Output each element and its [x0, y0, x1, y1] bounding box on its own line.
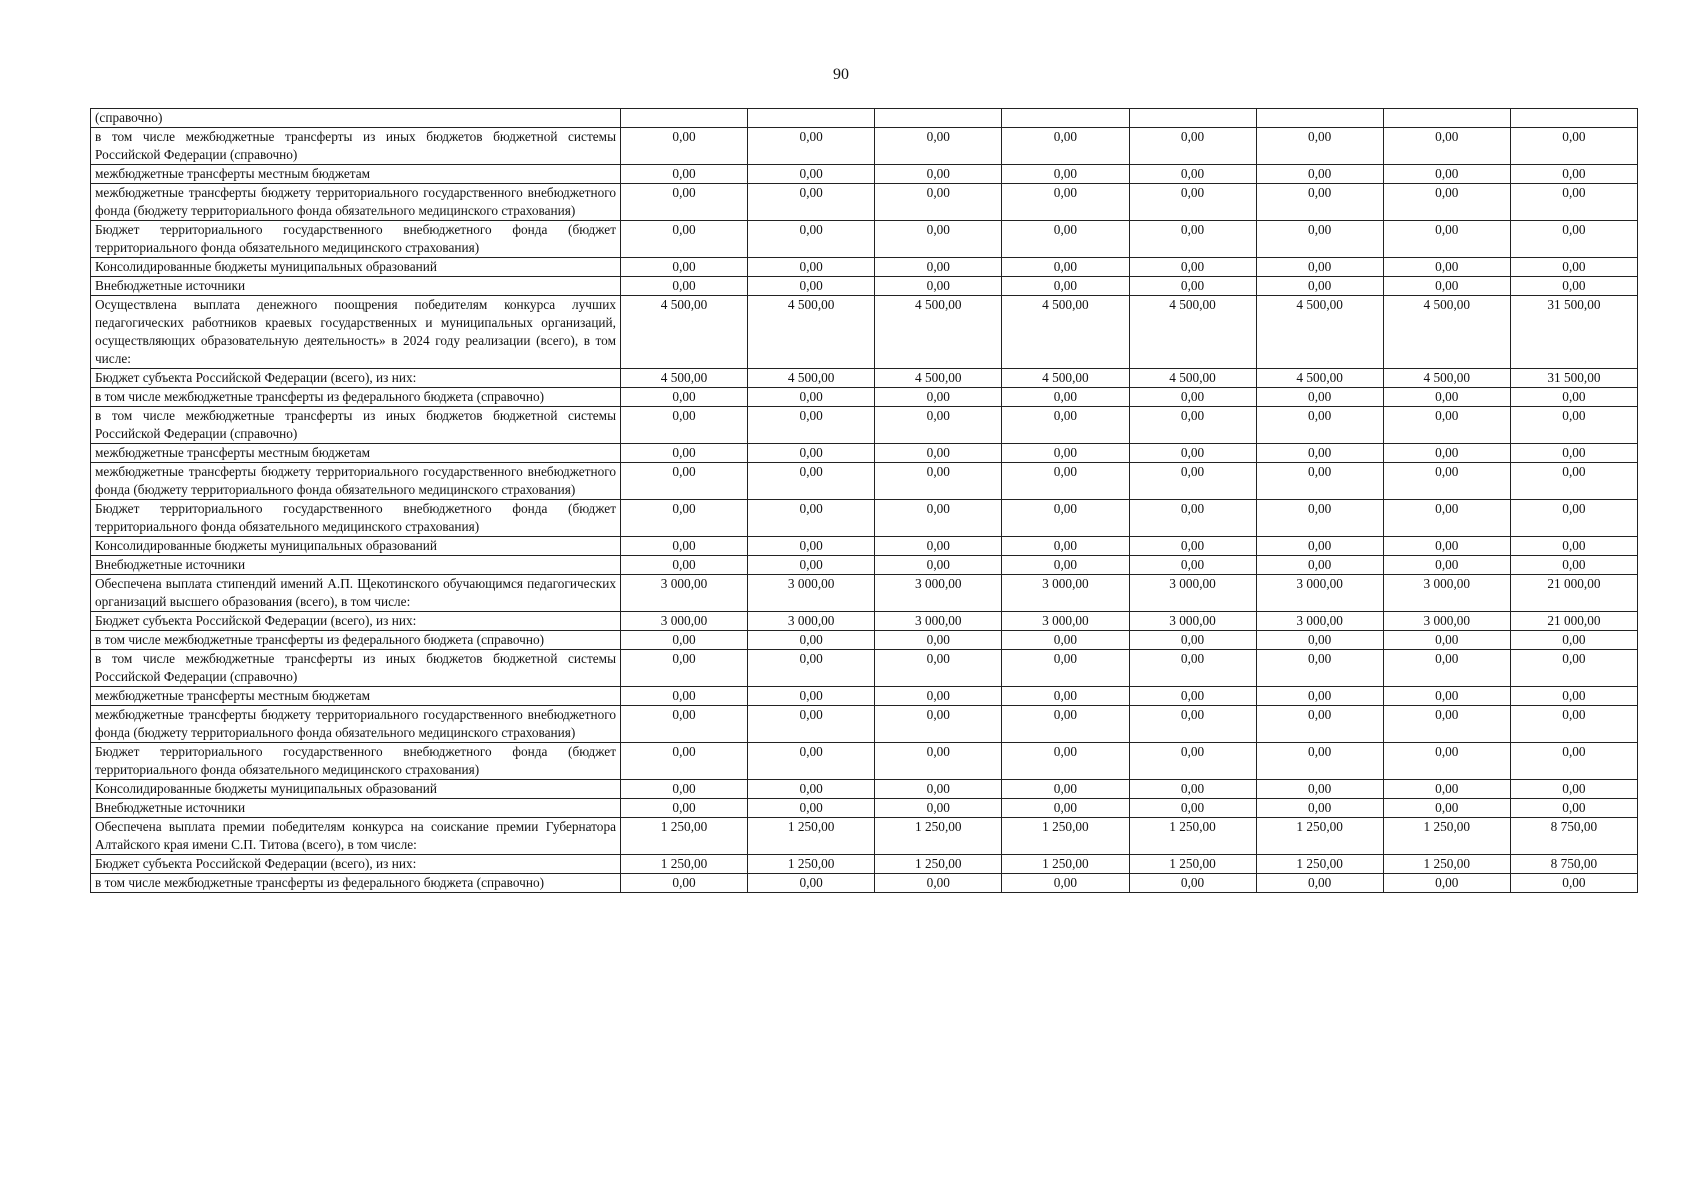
value-cell: 0,00: [875, 631, 1002, 650]
value-cell: 0,00: [748, 258, 875, 277]
value-cell: 3 000,00: [1256, 575, 1383, 612]
value-cell: 0,00: [1383, 780, 1510, 799]
value-cell: 4 500,00: [1383, 369, 1510, 388]
value-cell: 21 000,00: [1510, 612, 1637, 631]
row-label-cell: Консолидированные бюджеты муниципальных образований: [91, 537, 621, 556]
value-cell: 0,00: [1002, 128, 1129, 165]
value-cell: 0,00: [1256, 650, 1383, 687]
value-cell: 0,00: [1129, 128, 1256, 165]
row-label-cell: Внебюджетные источники: [91, 556, 621, 575]
value-cell: 3 000,00: [621, 575, 748, 612]
value-cell: 0,00: [1256, 500, 1383, 537]
table-row: [91, 855, 1638, 874]
row-label-cell: в том числе межбюджетные трансферты из иных бюджетов бюджетной системы Российской Федерации (справочно): [91, 128, 621, 165]
row-label-cell: Бюджет территориального государственного внебюджетного фонда (бюджет территориального фонда обязательного медицинского страхования): [91, 500, 621, 537]
table-row: [91, 128, 1638, 165]
value-cell: 0,00: [748, 277, 875, 296]
value-cell: 0,00: [1383, 221, 1510, 258]
value-cell: 0,00: [1510, 631, 1637, 650]
value-cell: 0,00: [875, 500, 1002, 537]
row-label-cell: межбюджетные трансферты местным бюджетам: [91, 165, 621, 184]
value-cell: 0,00: [1383, 743, 1510, 780]
value-cell: 0,00: [875, 799, 1002, 818]
value-cell: 0,00: [748, 743, 875, 780]
value-cell: 0,00: [1383, 444, 1510, 463]
value-cell: 0,00: [875, 743, 1002, 780]
row-label-cell: в том числе межбюджетные трансферты из федерального бюджета (справочно): [91, 631, 621, 650]
value-cell: 0,00: [1383, 706, 1510, 743]
value-cell: 0,00: [1256, 258, 1383, 277]
row-label-cell: Внебюджетные источники: [91, 277, 621, 296]
value-cell: 0,00: [1383, 463, 1510, 500]
value-cell: 0,00: [1002, 258, 1129, 277]
value-cell: 0,00: [1129, 874, 1256, 893]
value-cell: 0,00: [1510, 407, 1637, 444]
table-row: [91, 799, 1638, 818]
value-cell: 1 250,00: [1383, 818, 1510, 855]
row-label-cell: межбюджетные трансферты бюджету территориального государственного внебюджетного фонда (бюджету территориального фонда обязательного медицинского страхования): [91, 706, 621, 743]
value-cell: 0,00: [621, 463, 748, 500]
value-cell: 0,00: [1002, 780, 1129, 799]
value-cell: 0,00: [1510, 556, 1637, 575]
value-cell: 0,00: [1002, 221, 1129, 258]
value-cell: 0,00: [1129, 444, 1256, 463]
table-row: [91, 537, 1638, 556]
value-cell: 0,00: [1510, 537, 1637, 556]
value-cell: 0,00: [1002, 500, 1129, 537]
value-cell: [1383, 109, 1510, 128]
value-cell: 3 000,00: [875, 575, 1002, 612]
value-cell: 0,00: [1129, 184, 1256, 221]
value-cell: 0,00: [1256, 706, 1383, 743]
value-cell: 0,00: [621, 556, 748, 575]
value-cell: 0,00: [1510, 128, 1637, 165]
value-cell: 1 250,00: [875, 855, 1002, 874]
value-cell: 0,00: [1129, 277, 1256, 296]
value-cell: 0,00: [621, 221, 748, 258]
value-cell: 0,00: [1256, 184, 1383, 221]
table-row: [91, 444, 1638, 463]
value-cell: 0,00: [748, 556, 875, 575]
value-cell: 0,00: [748, 444, 875, 463]
value-cell: 0,00: [875, 780, 1002, 799]
value-cell: [875, 109, 1002, 128]
value-cell: 0,00: [621, 500, 748, 537]
value-cell: 4 500,00: [748, 369, 875, 388]
value-cell: 0,00: [1383, 258, 1510, 277]
row-label-cell: Осуществлена выплата денежного поощрения победителям конкурса лучших педагогических работников краевых государственных и муниципальных организаций, осуществляющих образовательную деятельность» в 2024 году реализации (всего), в том числе:: [91, 296, 621, 369]
value-cell: 0,00: [1002, 537, 1129, 556]
value-cell: 0,00: [621, 165, 748, 184]
value-cell: 0,00: [1256, 780, 1383, 799]
value-cell: 0,00: [1510, 258, 1637, 277]
row-label-cell: Обеспечена выплата премии победителям конкурса на соискание премии Губернатора Алтайского края имени С.П. Титова (всего), в том числе:: [91, 818, 621, 855]
value-cell: 3 000,00: [1383, 575, 1510, 612]
value-cell: 3 000,00: [875, 612, 1002, 631]
value-cell: 0,00: [1129, 463, 1256, 500]
value-cell: 0,00: [1002, 407, 1129, 444]
value-cell: 0,00: [1510, 165, 1637, 184]
value-cell: 0,00: [1256, 277, 1383, 296]
value-cell: 0,00: [748, 184, 875, 221]
row-label-cell: в том числе межбюджетные трансферты из федерального бюджета (справочно): [91, 388, 621, 407]
table-body: [91, 109, 1638, 893]
value-cell: 0,00: [621, 444, 748, 463]
value-cell: 0,00: [621, 258, 748, 277]
value-cell: 0,00: [1383, 407, 1510, 444]
value-cell: 4 500,00: [1256, 369, 1383, 388]
value-cell: 4 500,00: [1256, 296, 1383, 369]
value-cell: 0,00: [1129, 537, 1256, 556]
value-cell: 3 000,00: [1383, 612, 1510, 631]
value-cell: 21 000,00: [1510, 575, 1637, 612]
value-cell: 0,00: [621, 650, 748, 687]
value-cell: 0,00: [1002, 463, 1129, 500]
value-cell: 1 250,00: [621, 855, 748, 874]
table-row: [91, 369, 1638, 388]
value-cell: 0,00: [1129, 258, 1256, 277]
value-cell: 0,00: [748, 500, 875, 537]
value-cell: 4 500,00: [621, 369, 748, 388]
value-cell: 0,00: [1510, 650, 1637, 687]
value-cell: 0,00: [1383, 128, 1510, 165]
value-cell: 0,00: [748, 631, 875, 650]
value-cell: [748, 109, 875, 128]
value-cell: 8 750,00: [1510, 818, 1637, 855]
value-cell: 0,00: [875, 556, 1002, 575]
value-cell: 0,00: [1256, 799, 1383, 818]
value-cell: 0,00: [1256, 463, 1383, 500]
value-cell: 0,00: [621, 277, 748, 296]
value-cell: 3 000,00: [1002, 612, 1129, 631]
value-cell: 0,00: [1002, 556, 1129, 575]
value-cell: 0,00: [875, 537, 1002, 556]
value-cell: 0,00: [621, 743, 748, 780]
value-cell: 4 500,00: [621, 296, 748, 369]
table-row: [91, 650, 1638, 687]
value-cell: 0,00: [875, 128, 1002, 165]
value-cell: 1 250,00: [1129, 818, 1256, 855]
row-label-cell: в том числе межбюджетные трансферты из иных бюджетов бюджетной системы Российской Федерации (справочно): [91, 407, 621, 444]
value-cell: 0,00: [621, 706, 748, 743]
table-row: [91, 743, 1638, 780]
value-cell: 0,00: [1256, 556, 1383, 575]
value-cell: 0,00: [621, 388, 748, 407]
value-cell: 0,00: [1383, 874, 1510, 893]
row-label-cell: Бюджет субъекта Российской Федерации (всего), из них:: [91, 369, 621, 388]
value-cell: 0,00: [1256, 444, 1383, 463]
value-cell: 0,00: [875, 388, 1002, 407]
value-cell: 0,00: [1510, 780, 1637, 799]
value-cell: 0,00: [621, 799, 748, 818]
value-cell: 0,00: [1510, 743, 1637, 780]
value-cell: 0,00: [748, 407, 875, 444]
table-row: [91, 687, 1638, 706]
value-cell: 1 250,00: [621, 818, 748, 855]
value-cell: 0,00: [1002, 631, 1129, 650]
value-cell: 0,00: [875, 463, 1002, 500]
row-label-cell: Бюджет территориального государственного внебюджетного фонда (бюджет территориального фонда обязательного медицинского страхования): [91, 221, 621, 258]
value-cell: 0,00: [875, 165, 1002, 184]
value-cell: 0,00: [1383, 556, 1510, 575]
value-cell: 0,00: [1002, 687, 1129, 706]
value-cell: 4 500,00: [1002, 369, 1129, 388]
value-cell: 0,00: [748, 799, 875, 818]
value-cell: 0,00: [1129, 631, 1256, 650]
value-cell: 4 500,00: [1129, 369, 1256, 388]
value-cell: 0,00: [621, 687, 748, 706]
value-cell: 0,00: [748, 537, 875, 556]
value-cell: 0,00: [748, 165, 875, 184]
value-cell: 31 500,00: [1510, 369, 1637, 388]
value-cell: [621, 109, 748, 128]
value-cell: 0,00: [748, 706, 875, 743]
table-row: [91, 612, 1638, 631]
value-cell: 1 250,00: [1002, 818, 1129, 855]
row-label-cell: Бюджет субъекта Российской Федерации (всего), из них:: [91, 855, 621, 874]
value-cell: 0,00: [1383, 500, 1510, 537]
value-cell: 0,00: [1510, 463, 1637, 500]
value-cell: 1 250,00: [1256, 818, 1383, 855]
value-cell: 0,00: [1510, 388, 1637, 407]
value-cell: 0,00: [748, 687, 875, 706]
value-cell: 0,00: [875, 650, 1002, 687]
value-cell: 0,00: [1002, 184, 1129, 221]
budget-table: [90, 108, 1638, 893]
table-row: [91, 818, 1638, 855]
value-cell: 0,00: [875, 874, 1002, 893]
value-cell: 4 500,00: [1002, 296, 1129, 369]
value-cell: 0,00: [1256, 221, 1383, 258]
value-cell: 0,00: [1256, 165, 1383, 184]
value-cell: 3 000,00: [621, 612, 748, 631]
table-row: [91, 556, 1638, 575]
value-cell: 31 500,00: [1510, 296, 1637, 369]
value-cell: 0,00: [1129, 388, 1256, 407]
value-cell: 0,00: [1002, 444, 1129, 463]
value-cell: 4 500,00: [875, 296, 1002, 369]
value-cell: 3 000,00: [1129, 612, 1256, 631]
value-cell: 0,00: [621, 184, 748, 221]
value-cell: 0,00: [621, 407, 748, 444]
table-row: [91, 388, 1638, 407]
value-cell: 3 000,00: [1129, 575, 1256, 612]
value-cell: 0,00: [875, 407, 1002, 444]
value-cell: 0,00: [748, 463, 875, 500]
value-cell: 0,00: [1129, 743, 1256, 780]
row-label-cell: межбюджетные трансферты местным бюджетам: [91, 687, 621, 706]
row-label-cell: Консолидированные бюджеты муниципальных образований: [91, 258, 621, 277]
value-cell: 0,00: [875, 184, 1002, 221]
value-cell: 1 250,00: [1383, 855, 1510, 874]
table-row: [91, 463, 1638, 500]
value-cell: 0,00: [1383, 388, 1510, 407]
table-row: [91, 631, 1638, 650]
value-cell: 0,00: [1129, 407, 1256, 444]
value-cell: 1 250,00: [1002, 855, 1129, 874]
value-cell: 0,00: [875, 221, 1002, 258]
page-number: 90: [833, 66, 849, 83]
value-cell: 0,00: [1256, 128, 1383, 165]
value-cell: 0,00: [1383, 184, 1510, 221]
table-row: [91, 407, 1638, 444]
table-row: [91, 184, 1638, 221]
value-cell: 0,00: [1002, 650, 1129, 687]
value-cell: 0,00: [748, 780, 875, 799]
table-row: [91, 277, 1638, 296]
value-cell: 0,00: [1129, 165, 1256, 184]
value-cell: [1510, 109, 1637, 128]
table-row: [91, 780, 1638, 799]
value-cell: 0,00: [1256, 631, 1383, 650]
value-cell: [1129, 109, 1256, 128]
value-cell: 0,00: [1510, 687, 1637, 706]
value-cell: 0,00: [1129, 221, 1256, 258]
table-row: [91, 575, 1638, 612]
value-cell: 0,00: [1383, 650, 1510, 687]
value-cell: 0,00: [748, 874, 875, 893]
table-row: [91, 165, 1638, 184]
value-cell: 0,00: [1383, 687, 1510, 706]
value-cell: 0,00: [621, 874, 748, 893]
value-cell: 0,00: [1510, 277, 1637, 296]
value-cell: 0,00: [621, 128, 748, 165]
row-label-cell: Бюджет территориального государственного внебюджетного фонда (бюджет территориального фонда обязательного медицинского страхования): [91, 743, 621, 780]
value-cell: 0,00: [748, 128, 875, 165]
value-cell: 0,00: [875, 706, 1002, 743]
value-cell: 0,00: [1510, 874, 1637, 893]
value-cell: 0,00: [1002, 743, 1129, 780]
value-cell: 0,00: [1510, 706, 1637, 743]
value-cell: 4 500,00: [875, 369, 1002, 388]
row-label-cell: (справочно): [91, 109, 621, 128]
value-cell: 0,00: [1383, 631, 1510, 650]
table-row: [91, 500, 1638, 537]
value-cell: 0,00: [1002, 874, 1129, 893]
value-cell: 0,00: [748, 221, 875, 258]
value-cell: 0,00: [1510, 799, 1637, 818]
value-cell: 4 500,00: [1129, 296, 1256, 369]
value-cell: 0,00: [1383, 277, 1510, 296]
value-cell: 0,00: [1129, 500, 1256, 537]
row-label-cell: в том числе межбюджетные трансферты из федерального бюджета (справочно): [91, 874, 621, 893]
value-cell: 0,00: [1129, 650, 1256, 687]
row-label-cell: Бюджет субъекта Российской Федерации (всего), из них:: [91, 612, 621, 631]
row-label-cell: в том числе межбюджетные трансферты из иных бюджетов бюджетной системы Российской Федерации (справочно): [91, 650, 621, 687]
row-label-cell: Обеспечена выплата стипендий имений А.П. Щекотинского обучающимся педагогических организаций высшего образования (всего), в том числе:: [91, 575, 621, 612]
value-cell: 0,00: [1510, 221, 1637, 258]
value-cell: 0,00: [621, 537, 748, 556]
table-row: [91, 109, 1638, 128]
row-label-cell: Консолидированные бюджеты муниципальных образований: [91, 780, 621, 799]
value-cell: 3 000,00: [748, 612, 875, 631]
row-label-cell: межбюджетные трансферты местным бюджетам: [91, 444, 621, 463]
value-cell: 0,00: [748, 388, 875, 407]
row-label-cell: межбюджетные трансферты бюджету территориального государственного внебюджетного фонда (бюджету территориального фонда обязательного медицинского страхования): [91, 463, 621, 500]
value-cell: [1002, 109, 1129, 128]
value-cell: 0,00: [1002, 799, 1129, 818]
value-cell: 1 250,00: [748, 818, 875, 855]
value-cell: 0,00: [1256, 537, 1383, 556]
value-cell: 0,00: [1002, 388, 1129, 407]
value-cell: 0,00: [875, 277, 1002, 296]
value-cell: 0,00: [748, 650, 875, 687]
value-cell: 0,00: [1510, 500, 1637, 537]
value-cell: 4 500,00: [1383, 296, 1510, 369]
value-cell: 3 000,00: [748, 575, 875, 612]
value-cell: 0,00: [1510, 444, 1637, 463]
value-cell: [1256, 109, 1383, 128]
value-cell: 1 250,00: [748, 855, 875, 874]
value-cell: 0,00: [1256, 874, 1383, 893]
value-cell: 0,00: [1129, 556, 1256, 575]
value-cell: 0,00: [1256, 687, 1383, 706]
value-cell: 0,00: [875, 687, 1002, 706]
table-row: [91, 258, 1638, 277]
value-cell: 0,00: [1129, 706, 1256, 743]
value-cell: 8 750,00: [1510, 855, 1637, 874]
table-row: [91, 221, 1638, 258]
table-row: [91, 874, 1638, 893]
row-label-cell: межбюджетные трансферты бюджету территориального государственного внебюджетного фонда (бюджету территориального фонда обязательного медицинского страхования): [91, 184, 621, 221]
value-cell: 0,00: [875, 444, 1002, 463]
value-cell: 4 500,00: [748, 296, 875, 369]
value-cell: 0,00: [875, 258, 1002, 277]
value-cell: 0,00: [1256, 388, 1383, 407]
value-cell: 3 000,00: [1256, 612, 1383, 631]
value-cell: 0,00: [1002, 277, 1129, 296]
value-cell: 0,00: [1002, 706, 1129, 743]
value-cell: 0,00: [1129, 780, 1256, 799]
row-label-cell: Внебюджетные источники: [91, 799, 621, 818]
value-cell: 0,00: [1383, 537, 1510, 556]
value-cell: 0,00: [1129, 799, 1256, 818]
value-cell: 0,00: [621, 780, 748, 799]
table-row: [91, 296, 1638, 369]
value-cell: 1 250,00: [875, 818, 1002, 855]
value-cell: 0,00: [1256, 743, 1383, 780]
value-cell: 3 000,00: [1002, 575, 1129, 612]
value-cell: 0,00: [1129, 687, 1256, 706]
value-cell: 0,00: [1383, 799, 1510, 818]
table-row: [91, 706, 1638, 743]
value-cell: 0,00: [1510, 184, 1637, 221]
value-cell: 0,00: [1256, 407, 1383, 444]
value-cell: 0,00: [621, 631, 748, 650]
value-cell: 0,00: [1383, 165, 1510, 184]
value-cell: 0,00: [1002, 165, 1129, 184]
value-cell: 1 250,00: [1129, 855, 1256, 874]
value-cell: 1 250,00: [1256, 855, 1383, 874]
